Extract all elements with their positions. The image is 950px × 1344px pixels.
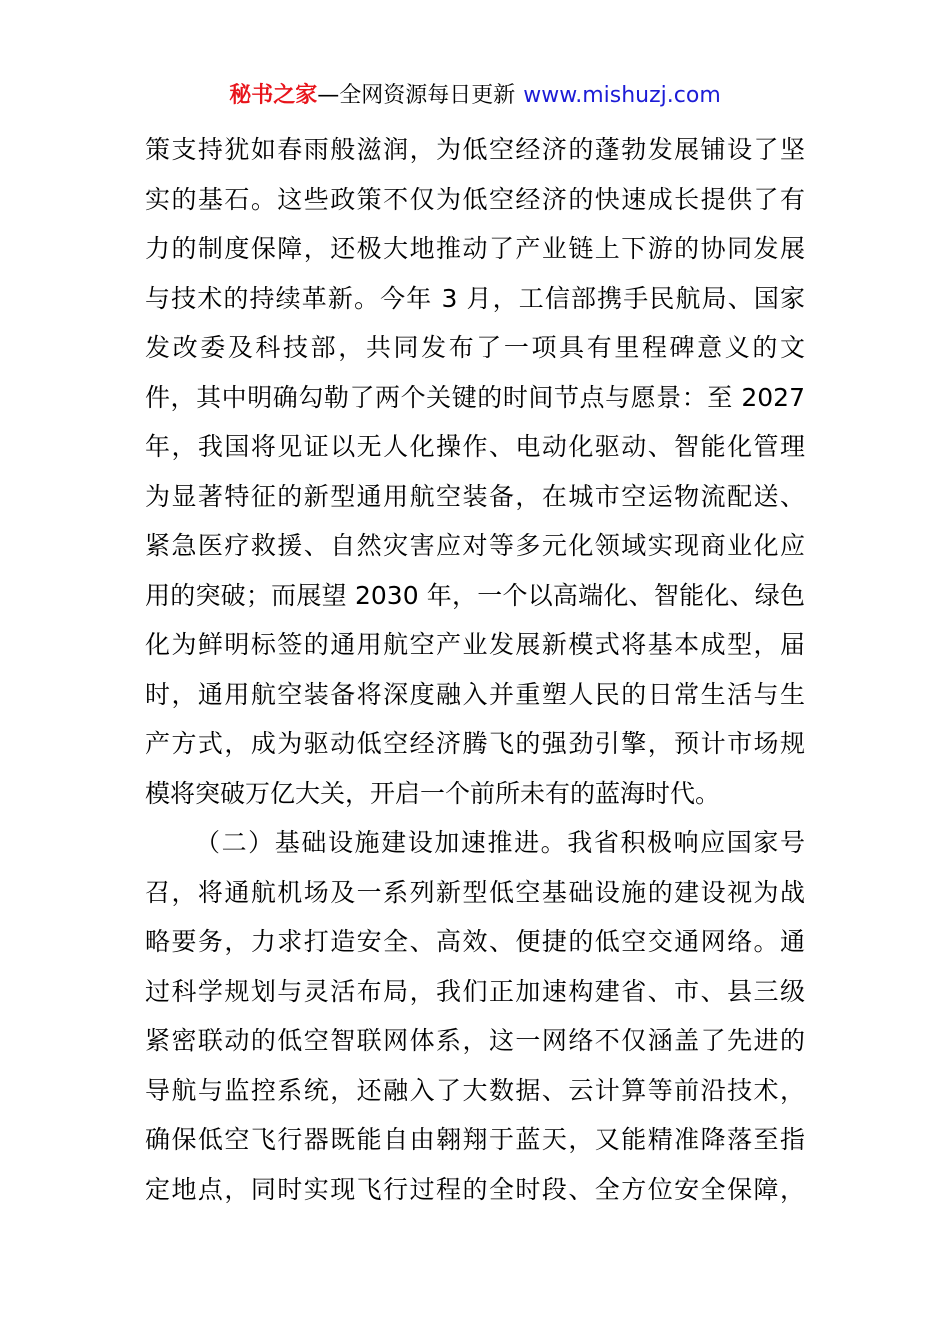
body-text bbox=[145, 125, 805, 1214]
text-line: 召，将通航机场及一系列新型低空基础设施的建设视为战 bbox=[145, 877, 805, 907]
header-url: www.mishuzj.com bbox=[523, 83, 721, 108]
text-line: 与技术的持续革新。今年 3 月，工信部携手民航局、国家 bbox=[145, 283, 805, 313]
text-line: 定地点，同时实现飞行过程的全时段、全方位安全保障， bbox=[145, 1174, 805, 1204]
page-header bbox=[0, 82, 950, 110]
text-line-paragraph-end: 模将突破万亿大关，开启一个前所未有的蓝海时代。 bbox=[145, 778, 721, 808]
text-line: 紧密联动的低空智联网体系，这一网络不仅涵盖了先进的 bbox=[145, 1026, 805, 1055]
text-line: 略要务，力求打造安全、高效、便捷的低空交通网络。通 bbox=[145, 927, 805, 956]
text-line: 力的制度保障，还极大地推动了产业链上下游的协同发展 bbox=[145, 234, 805, 263]
header-slogan: —全网资源每日更新 bbox=[317, 83, 516, 108]
text-line: 发改委及科技部，共同发布了一项具有里程碑意义的文 bbox=[145, 333, 805, 362]
text-line: 产方式，成为驱动低空经济腾飞的强劲引擎，预计市场规 bbox=[145, 729, 805, 758]
text-line: 时，通用航空装备将深度融入并重塑人民的日常生活与生 bbox=[145, 679, 805, 709]
text-line: 导航与监控系统，还融入了大数据、云计算等前沿技术， bbox=[145, 1075, 805, 1105]
text-line: 策支持犹如春雨般滋润，为低空经济的蓬勃发展铺设了坚 bbox=[145, 135, 805, 164]
text-line: 实的基石。这些政策不仅为低空经济的快速成长提供了有 bbox=[145, 184, 805, 214]
text-line: 过科学规划与灵活布局，我们正加速构建省、市、县三级 bbox=[145, 976, 805, 1006]
text-line: 化为鲜明标签的通用航空产业发展新模式将基本成型，届 bbox=[145, 630, 805, 659]
header-brand: 秘书之家 bbox=[229, 83, 318, 108]
section-heading-line: （二）基础设施建设加速推进。我省积极响应国家号 bbox=[195, 828, 805, 857]
text-line: 确保低空飞行器既能自由翱翔于蓝天，又能精准降落至指 bbox=[145, 1125, 805, 1154]
text-line: 紧急医疗救援、自然灾害应对等多元化领域实现商业化应 bbox=[145, 531, 805, 560]
text-line: 为显著特征的新型通用航空装备，在城市空运物流配送、 bbox=[145, 481, 805, 511]
text-line: 件，其中明确勾勒了两个关键的时间节点与愿景：至 2027 bbox=[145, 382, 805, 412]
text-line: 用的突破；而展望 2030 年，一个以高端化、智能化、绿色 bbox=[145, 580, 805, 610]
text-line: 年，我国将见证以无人化操作、电动化驱动、智能化管理 bbox=[145, 432, 805, 461]
